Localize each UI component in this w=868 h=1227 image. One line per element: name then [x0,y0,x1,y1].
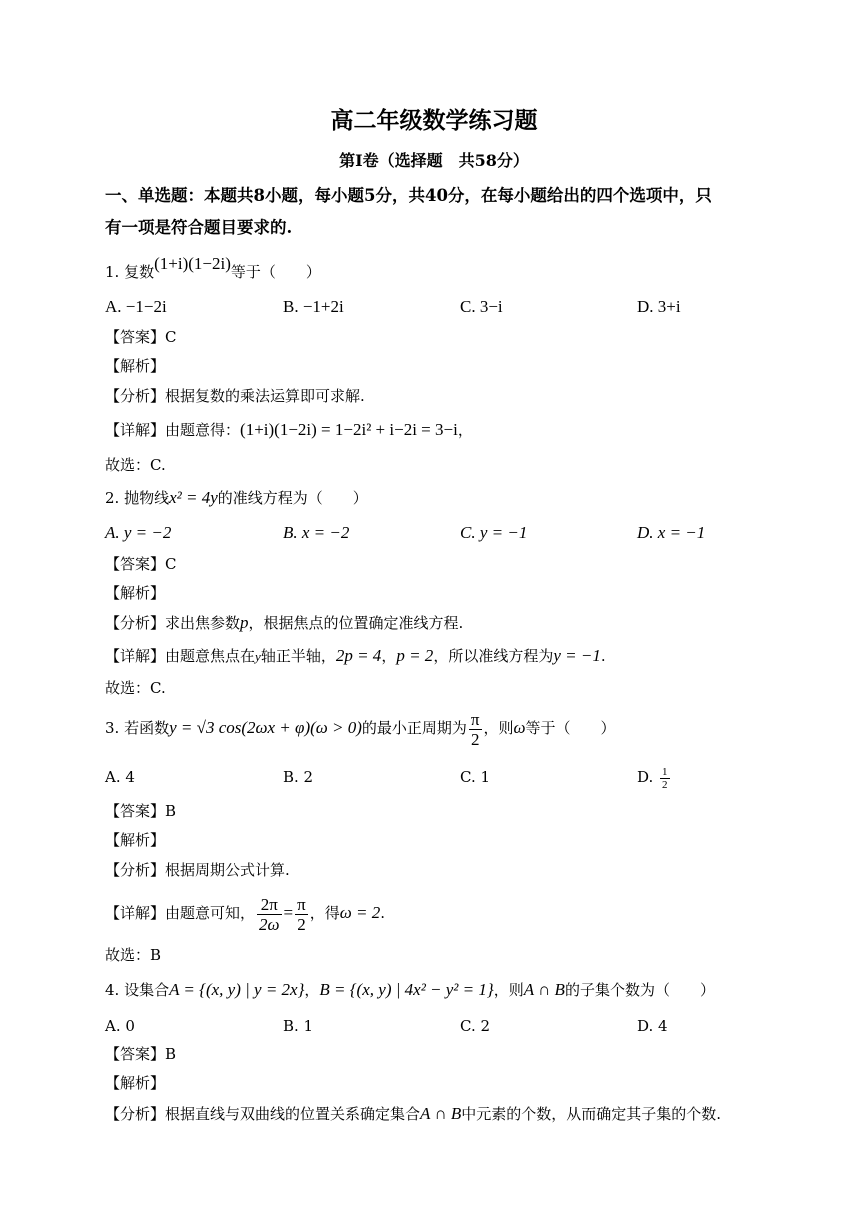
q1-option-a: A. −1−2i [105,297,167,316]
q3-answer: 【答案】B [105,802,177,820]
q1-option-b: B. −1+2i [283,297,344,316]
q1-option-d: D. 3+i [637,297,681,316]
q4-option-c: C. 2 [460,1017,491,1035]
q2-option-b: B. x = −2 [283,523,350,542]
q4-analysis-label: 【解析】 [105,1074,166,1092]
q3-fenxi: 【分析】根据周期公式计算. [105,861,290,879]
q3-detail: 【详解】由题意可知， $\frac{2\pi}{2\omega}$ = $\frac{\pi}{2}$ ，得ω = 2. [105,894,386,934]
q2-expression: x² = 4y [169,488,218,507]
q3-option-d-fraction: $\frac{1}{2}$ [662,765,668,791]
q2-stem: 2. 抛物线x² = 4y的准线方程为（ ） [105,488,368,507]
q4-option-b: B. 1 [283,1017,314,1035]
section-heading-line2: 有一项是符合题目要求的. [105,218,293,237]
q1-stem [105,254,321,282]
q2-answer: 【答案】C [105,555,177,573]
q3-period-fraction: $\frac{\pi}{2}$ [470,709,480,749]
page-subtitle: 第Ⅰ卷（选择题 共58分） [339,151,529,170]
q2-fenxi: 【分析】求出焦参数p，根据焦点的位置确定准线方程. [105,613,464,632]
q1-detail-math: (1+i)(1−2i) = 1−2i² + i−2i = 3−i [240,420,458,439]
q1-number: 1. 复数 [105,263,155,281]
q1-answer: 【答案】C [105,328,177,346]
page-title: 高二年级数学练习题 [330,107,538,134]
q3-option-a: A. 4 [105,768,135,786]
q4-set-b: B = {(x, y) | 4x² − y² = 1} [319,980,494,999]
q2-option-d: D. x = −1 [637,523,706,542]
q3-stem: 3. 若函数y = √3 cos(2ωx + φ)(ω > 0)的最小正周期为 $\frac{\pi}{2}$ ，则ω等于（ ） [105,709,616,749]
q2-conclusion: 故选：C. [105,679,166,697]
q4-stem: 4. 设集合A = {(x, y) | y = 2x}，B = {(x, y) | 4x² − y² = 1}，则A ∩ B的子集个数为（ ） [105,980,715,999]
q4-option-d: D. 4 [637,1017,668,1035]
q4-set-a: A = {(x, y) | y = 2x} [169,980,305,999]
q3-conclusion: 故选：B [105,946,162,964]
q2-option-c: C. y = −1 [460,523,528,542]
q4-option-a: A. 0 [105,1017,135,1035]
q3-option-b: B. 2 [283,768,314,786]
q3-detail-fraction-2: $\frac{\pi}{2}$ [297,894,306,934]
q1-question: 等于（ ） [230,263,321,281]
q3-analysis-label: 【解析】 [105,831,166,849]
q1-conclusion: 故选：C. [105,456,166,474]
q3-option-d: D. $\frac{1}{2}$ [637,765,668,791]
q1-analysis-label: 【解析】 [105,357,166,375]
q2-detail: 【详解】由题意焦点在y轴正半轴，2p = 4，p = 2，所以准线方程为y = −1. [105,646,606,665]
q1-option-c: C. 3−i [460,297,503,316]
section-heading-line1: 一、单选题：本题共8小题，每小题5分，共40分，在每小题给出的四个选项中，只 [105,186,712,205]
q4-fenxi: 【分析】根据直线与双曲线的位置关系确定集合A ∩ B中元素的个数，从而确定其子集的个数. [105,1104,722,1123]
q4-answer: 【答案】B [105,1045,177,1063]
q1-expression: (1+i)(1−2i) [154,254,231,273]
q2-analysis-label: 【解析】 [105,584,166,602]
q1-fenxi: 【分析】根据复数的乘法运算即可求解. [105,387,365,405]
q3-expression: y = √3 cos(2ωx + φ)(ω > 0) [169,718,362,737]
q2-option-a: A. y = −2 [105,523,172,542]
q1-detail: 【详解】由题意得：(1+i)(1−2i) = 1−2i² + i−2i = 3−i， [105,420,473,439]
q3-detail-fraction-1: $\frac{2\pi}{2\omega}$ [259,894,280,934]
q3-option-c: C. 1 [460,768,491,786]
